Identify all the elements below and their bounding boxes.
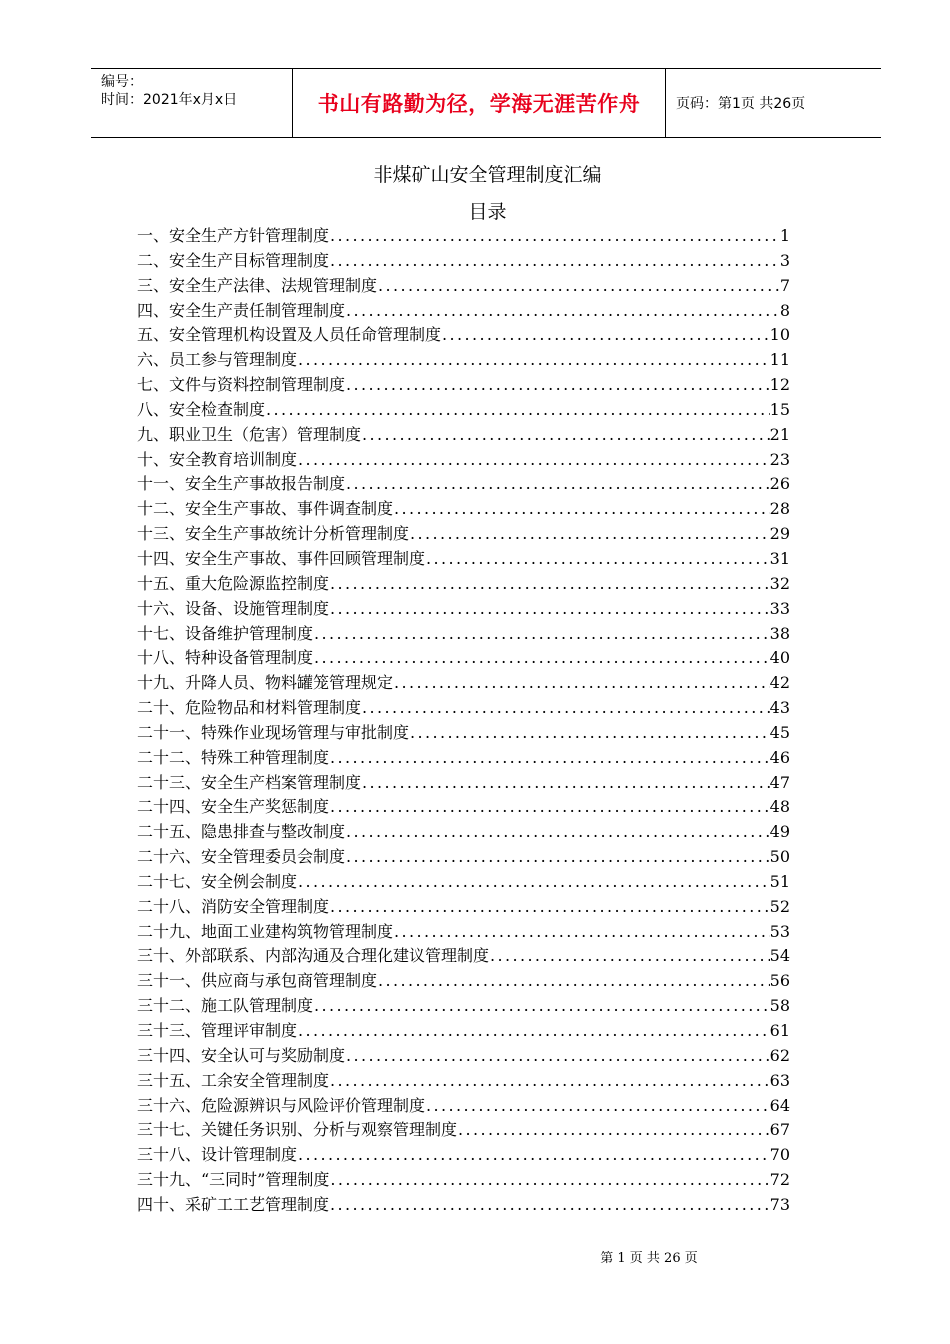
toc-leader-dots <box>329 249 780 274</box>
toc-entry-page: 50 <box>769 847 790 867</box>
toc-entry-label: 一、安全生产方针管理制度 <box>137 226 330 245</box>
toc-leader-dots <box>297 1143 770 1168</box>
toc-entry[interactable] <box>137 547 790 572</box>
page-header <box>91 68 881 138</box>
toc-entry-label: 二十七、安全例会制度 <box>137 871 298 891</box>
toc-entry-page: 48 <box>769 797 790 817</box>
toc-entry[interactable] <box>137 1044 790 1069</box>
toc-leader-dots <box>345 1044 770 1069</box>
toc-leader-dots <box>329 572 770 597</box>
toc-entry-label: 三十七、关键任务识别、分析与观察管理制度 <box>137 1120 458 1140</box>
toc-entry[interactable] <box>137 994 790 1019</box>
toc-entry[interactable] <box>137 969 790 994</box>
toc-entry-page: 31 <box>769 548 790 568</box>
toc-entry-label: 七、文件与资料控制管理制度 <box>137 375 346 395</box>
toc-entry-page: 11 <box>769 350 790 370</box>
toc-leader-dots <box>393 497 770 522</box>
toc-entry-label: 二十、危险物品和材料管理制度 <box>137 698 362 718</box>
toc-entry-label: 三十五、工余安全管理制度 <box>137 1070 330 1090</box>
toc-leader-dots <box>329 224 780 249</box>
toc-entry-page: 12 <box>769 375 790 395</box>
toc-entry-label: 二十六、安全管理委员会制度 <box>137 847 346 867</box>
toc-entry[interactable] <box>137 1143 790 1168</box>
toc-entry[interactable] <box>137 944 790 969</box>
toc-leader-dots <box>297 348 770 373</box>
page-footer <box>0 1247 950 1266</box>
toc-leader-dots <box>409 522 770 547</box>
toc-entry-page: 52 <box>769 896 790 916</box>
toc-leader-dots <box>345 845 770 870</box>
toc-entry-label: 三、安全生产法律、法规管理制度 <box>137 275 378 295</box>
toc-entry[interactable] <box>137 224 790 249</box>
toc-entry-label: 二十一、特殊作业现场管理与审批制度 <box>137 722 410 742</box>
toc-entry-page: 61 <box>769 1021 790 1040</box>
toc-entry-label: 二、安全生产目标管理制度 <box>137 250 330 270</box>
toc-entry[interactable] <box>137 646 790 671</box>
toc-entry[interactable] <box>137 795 790 820</box>
toc-entry-page: 62 <box>769 1045 790 1065</box>
toc-entry-page: 45 <box>769 722 790 742</box>
table-of-contents <box>137 224 790 1218</box>
toc-entry-page: 8 <box>779 300 790 320</box>
toc-entry[interactable] <box>137 497 790 522</box>
toc-leader-dots <box>297 870 770 895</box>
toc-leader-dots <box>489 944 770 969</box>
toc-entry-page: 1 <box>779 226 790 245</box>
toc-entry-page: 32 <box>769 573 790 593</box>
toc-entry-page: 54 <box>769 946 790 966</box>
footer-page-number: 第 1 页 共 26 页 <box>600 1251 698 1266</box>
toc-entry-label: 三十九、“三同时”管理制度 <box>137 1170 330 1190</box>
toc-entry-page: 42 <box>769 673 790 693</box>
toc-entry[interactable] <box>137 522 790 547</box>
toc-entry-label: 九、职业卫生（危害）管理制度 <box>137 424 362 444</box>
toc-leader-dots <box>345 472 770 497</box>
toc-entry-label: 十五、重大危险源监控制度 <box>137 573 330 593</box>
toc-entry-page: 70 <box>769 1145 790 1165</box>
toc-leader-dots <box>345 373 770 398</box>
toc-entry-label: 三十四、安全认可与奖励制度 <box>137 1045 346 1065</box>
toc-entry-label: 十六、设备、设施管理制度 <box>137 598 330 618</box>
toc-leader-dots <box>329 1168 769 1193</box>
toc-entry[interactable] <box>137 348 790 373</box>
toc-leader-dots <box>361 696 770 721</box>
toc-entry[interactable] <box>137 622 790 647</box>
toc-entry-page: 33 <box>769 598 790 618</box>
number-label: 编号： <box>101 74 143 90</box>
toc-entry-page: 64 <box>769 1095 790 1115</box>
toc-entry-page: 10 <box>769 325 790 345</box>
toc-leader-dots <box>393 920 770 945</box>
toc-entry-label: 二十八、消防安全管理制度 <box>137 896 330 916</box>
toc-entry-page: 38 <box>769 623 790 643</box>
toc-leader-dots <box>361 423 770 448</box>
toc-entry[interactable] <box>137 299 790 324</box>
toc-entry[interactable] <box>137 249 790 274</box>
toc-leader-dots <box>425 1094 770 1119</box>
toc-entry-label: 二十五、隐患排查与整改制度 <box>137 822 346 842</box>
toc-entry-page: 7 <box>779 275 790 295</box>
toc-entry[interactable] <box>137 1193 790 1218</box>
toc-entry-label: 十二、安全生产事故、事件调查制度 <box>137 499 394 519</box>
toc-entry-label: 二十四、安全生产奖惩制度 <box>137 797 330 817</box>
toc-entry[interactable] <box>137 274 790 299</box>
toc-entry-label: 十七、设备维护管理制度 <box>137 623 314 643</box>
toc-entry[interactable] <box>137 895 790 920</box>
toc-entry[interactable] <box>137 771 790 796</box>
toc-entry-page: 21 <box>769 424 790 444</box>
toc-entry[interactable] <box>137 448 790 473</box>
toc-entry-page: 63 <box>769 1070 790 1090</box>
toc-leader-dots <box>329 746 770 771</box>
toc-entry-label: 三十八、设计管理制度 <box>137 1145 298 1165</box>
time-label: 时间：2021年x月x日 <box>101 92 238 108</box>
toc-entry-label: 三十一、供应商与承包商管理制度 <box>137 971 378 991</box>
toc-leader-dots <box>297 448 770 473</box>
toc-entry-page: 72 <box>769 1170 790 1190</box>
toc-entry[interactable] <box>137 920 790 945</box>
document-title: 非煤矿山安全管理制度汇编 <box>373 164 602 186</box>
toc-entry[interactable] <box>137 398 790 423</box>
toc-entry-label: 三十三、管理评审制度 <box>137 1021 298 1040</box>
header-motto: 书山有路勤为径，学海无涯苦作舟 <box>293 69 666 137</box>
toc-entry-label: 十八、特种设备管理制度 <box>137 648 314 668</box>
toc-entry-label: 二十三、安全生产档案管理制度 <box>137 772 362 792</box>
toc-entry[interactable] <box>137 721 790 746</box>
toc-entry-label: 四十、采矿工工艺管理制度 <box>137 1194 330 1214</box>
toc-entry[interactable] <box>137 373 790 398</box>
toc-entry[interactable] <box>137 746 790 771</box>
toc-entry[interactable] <box>137 423 790 448</box>
toc-entry-label: 二十九、地面工业建构筑物管理制度 <box>137 921 394 941</box>
toc-entry-page: 67 <box>769 1120 790 1140</box>
toc-leader-dots <box>313 994 770 1019</box>
toc-entry-label: 十一、安全生产事故报告制度 <box>137 474 346 494</box>
toc-leader-dots <box>377 274 780 299</box>
toc-leader-dots <box>329 597 770 622</box>
toc-entry[interactable] <box>137 1094 790 1119</box>
toc-leader-dots <box>297 1019 770 1044</box>
toc-entry-label: 三十、外部联系、内部沟通及合理化建议管理制度 <box>137 946 490 966</box>
toc-entry-page: 28 <box>769 499 790 519</box>
toc-entry[interactable] <box>137 820 790 845</box>
toc-entry[interactable] <box>137 845 790 870</box>
toc-entry[interactable] <box>137 671 790 696</box>
toc-leader-dots <box>329 895 770 920</box>
toc-entry-page: 43 <box>769 698 790 718</box>
toc-entry-page: 56 <box>769 971 790 991</box>
toc-heading: 目录 <box>468 201 507 223</box>
toc-entry[interactable] <box>137 1069 790 1094</box>
toc-leader-dots <box>265 398 770 423</box>
toc-leader-dots <box>393 671 770 696</box>
toc-leader-dots <box>457 1118 770 1143</box>
toc-entry-page: 23 <box>769 449 790 469</box>
toc-entry-label: 六、员工参与管理制度 <box>137 350 298 370</box>
toc-entry-label: 八、安全检查制度 <box>137 399 266 419</box>
toc-entry[interactable] <box>137 597 790 622</box>
toc-entry-page: 51 <box>769 871 790 891</box>
toc-leader-dots <box>345 820 770 845</box>
toc-entry-label: 十四、安全生产事故、事件回顾管理制度 <box>137 548 426 568</box>
toc-leader-dots <box>441 323 770 348</box>
toc-leader-dots <box>361 771 770 796</box>
toc-leader-dots <box>425 547 770 572</box>
toc-entry-label: 三十六、危险源辨识与风险评价管理制度 <box>137 1095 426 1115</box>
toc-entry[interactable] <box>137 696 790 721</box>
toc-entry-page: 40 <box>769 648 790 668</box>
toc-leader-dots <box>313 622 770 647</box>
toc-entry-page: 29 <box>769 524 790 544</box>
toc-entry-page: 47 <box>769 772 790 792</box>
toc-leader-dots <box>313 646 770 671</box>
toc-entry[interactable] <box>137 870 790 895</box>
toc-entry[interactable] <box>137 472 790 497</box>
toc-entry[interactable] <box>137 1019 790 1044</box>
toc-leader-dots <box>345 299 780 324</box>
toc-entry-page: 15 <box>769 399 790 419</box>
header-page-info: 页码：第1页 共26页 <box>676 96 806 112</box>
toc-entry-label: 十九、升降人员、物料罐笼管理规定 <box>137 673 394 693</box>
toc-leader-dots <box>329 1193 770 1218</box>
toc-entry[interactable] <box>137 1168 790 1193</box>
toc-entry-page: 58 <box>769 996 790 1016</box>
toc-leader-dots <box>329 795 770 820</box>
header-meta <box>91 69 293 137</box>
toc-entry-page: 49 <box>769 822 790 842</box>
toc-entry-page: 46 <box>769 747 790 767</box>
toc-entry[interactable] <box>137 572 790 597</box>
toc-entry-label: 二十二、特殊工种管理制度 <box>137 747 330 767</box>
toc-leader-dots <box>377 969 770 994</box>
toc-entry-page: 73 <box>769 1194 790 1214</box>
toc-entry-label: 十、安全教育培训制度 <box>137 449 298 469</box>
toc-entry-page: 3 <box>779 250 790 270</box>
toc-entry-page: 53 <box>769 921 790 941</box>
toc-leader-dots <box>409 721 770 746</box>
toc-entry-label: 三十二、施工队管理制度 <box>137 996 314 1016</box>
toc-leader-dots <box>329 1069 770 1094</box>
toc-entry-label: 五、安全管理机构设置及人员任命管理制度 <box>137 325 442 345</box>
toc-entry-label: 十三、安全生产事故统计分析管理制度 <box>137 524 410 544</box>
toc-entry-page: 26 <box>769 474 790 494</box>
toc-entry[interactable] <box>137 1118 790 1143</box>
toc-entry-label: 四、安全生产责任制管理制度 <box>137 300 346 320</box>
toc-entry[interactable] <box>137 323 790 348</box>
